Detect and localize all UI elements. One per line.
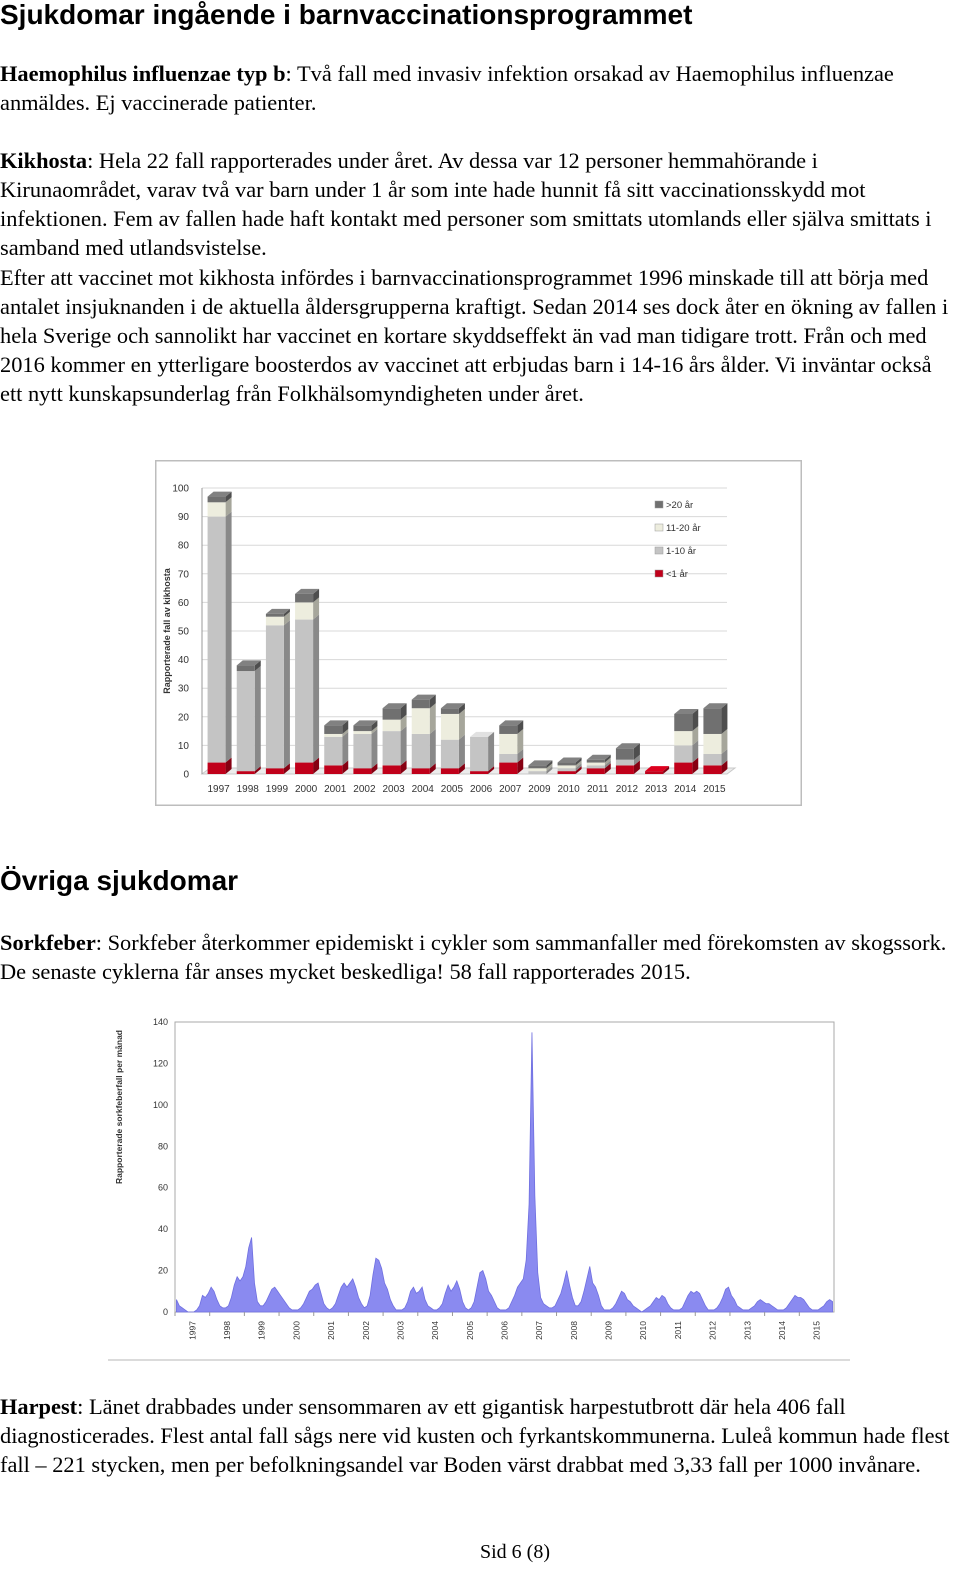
legend-label: 1-10 år xyxy=(666,546,697,557)
bar-segment xyxy=(441,768,459,774)
x-tick-label: 2009 xyxy=(603,1321,614,1340)
bar-segment-side xyxy=(401,726,407,765)
x-tick-label: 2014 xyxy=(674,784,697,795)
bar-segment xyxy=(703,734,721,754)
x-tick-label: 2014 xyxy=(776,1321,787,1340)
bar-segment-side xyxy=(371,729,377,768)
page-number: Sid 6 (8) xyxy=(480,1541,550,1563)
bar-segment xyxy=(324,725,342,734)
bar-segment xyxy=(412,700,430,709)
text-pertussis-1: : Hela 22 fall rapporterades under året. Av dessa var 12 personer hemmahörande i Kirunaområdet, varav två var barn under 1 år som inte hade hunnit få sitt vaccinationsskydd mot infektionen. Fem av fallen hade haft kontakt med personer som smittats utomlands eller själva smittats i samband med utlandsvistelse. xyxy=(0,148,932,260)
x-tick-label: 2004 xyxy=(430,1321,441,1340)
bar-segment-side xyxy=(313,615,319,763)
bar-segment-side xyxy=(721,703,727,734)
bar-segment xyxy=(295,594,313,603)
section-heading-other: Övriga sjukdomar xyxy=(0,865,239,896)
bar-segment xyxy=(558,765,576,768)
bar-segment xyxy=(237,771,255,774)
bar-segment-side xyxy=(430,729,436,768)
x-tick-label: 2010 xyxy=(557,784,580,795)
x-tick-label: 2005 xyxy=(464,1321,475,1340)
pertussis-chart xyxy=(155,460,802,811)
term-harpest: Harpest xyxy=(0,1394,78,1419)
bar-segment xyxy=(295,763,313,774)
bar-segment-side xyxy=(430,703,436,734)
paragraph-pertussis-history: Efter att vaccinet mot kikhosta infördes i barnvaccinationsprogrammet 1996 minskade till att börja med antalet insjuknanden i de aktuella åldersgrupperna kraftigt. Sedan 2014 ses dock åter en ökning av fallen i hela Sverige och sannolikt har vaccinet en kortare skyddseffekt än vad man tidigare trott. Från och med 2016 kommer en ytterligare boosterdos av vaccinet att erbjudas barn i 14-16 års ålder. Vi inväntar också ett nytt kunskapsunderlag från Folkhälsomyndigheten under året. xyxy=(0,265,949,406)
bar-segment xyxy=(208,763,226,774)
bar-segment xyxy=(674,763,692,774)
bar-segment xyxy=(587,765,605,768)
bar-segment-side xyxy=(459,709,465,740)
bar-segment-side xyxy=(459,735,465,769)
paragraph-hib xyxy=(0,59,958,117)
x-tick-label: 2005 xyxy=(440,784,464,795)
x-tick-label: 2000 xyxy=(291,1321,302,1340)
bar-segment xyxy=(353,725,371,731)
x-tick-label: 2008 xyxy=(568,1321,579,1340)
y-axis-label: Rapporterade sorkfeberfall per månad xyxy=(114,1030,124,1184)
bar-segment xyxy=(528,765,546,768)
bar-segment xyxy=(587,760,605,763)
bar-segment xyxy=(266,614,284,617)
bar-segment xyxy=(383,720,401,731)
y-tick-label: 0 xyxy=(162,1307,168,1317)
x-tick-label: 2000 xyxy=(294,784,318,795)
sorkfeber-chart xyxy=(108,1012,850,1367)
bar-segment xyxy=(558,763,576,766)
paragraph-pertussis xyxy=(0,146,958,262)
text-harpest: : Länet drabbades under sensommaren av ett gigantisk harpestutbrott där hela 406 fall diagnosticerades. Flest antal fall sågs nere vid kusten och fyrkantskommunerna. Luleå kommun hade flest fall – 221 stycken, men per befolkningsandel var Boden värst drabbat med 3,33 fall per 1000 invånare. xyxy=(0,1394,950,1477)
x-tick-label: 1999 xyxy=(265,784,289,795)
x-tick-label: 1999 xyxy=(256,1321,267,1340)
bar-segment xyxy=(470,737,488,771)
legend-label: >20 år xyxy=(666,500,694,511)
pertussis-stacked-bar-chart xyxy=(155,460,802,806)
bar-segment-side xyxy=(488,732,494,771)
bar-segment xyxy=(674,745,692,762)
bar-segment xyxy=(353,734,371,768)
x-tick-label: 1998 xyxy=(222,1321,233,1340)
term-pertussis: Kikhosta xyxy=(0,148,88,173)
x-tick-label: 2010 xyxy=(638,1321,649,1340)
x-tick-label: 2007 xyxy=(534,1321,545,1340)
bar-segment xyxy=(266,625,284,768)
paragraph-harpest xyxy=(0,1392,958,1479)
bar-segment xyxy=(266,617,284,626)
bar-segment xyxy=(295,620,313,763)
bar-segment xyxy=(674,731,692,745)
legend-swatch xyxy=(655,524,663,531)
x-tick-label: 1997 xyxy=(187,1321,198,1340)
sorkfeber-area-chart xyxy=(108,1012,850,1362)
bar-segment xyxy=(703,708,721,734)
bar-segment xyxy=(324,765,342,774)
x-tick-label: 1997 xyxy=(207,784,230,795)
y-tick-label: 60 xyxy=(177,597,189,609)
x-tick-label: 1998 xyxy=(236,784,259,795)
bar-segment xyxy=(208,497,226,503)
bar-segment xyxy=(237,665,255,671)
bar-segment xyxy=(383,765,401,774)
x-tick-label: 2011 xyxy=(586,784,609,795)
y-tick-label: 60 xyxy=(157,1182,168,1193)
x-tick-label: 2011 xyxy=(672,1321,683,1340)
y-tick-label: 100 xyxy=(152,1099,168,1110)
text-hib: : Två fall med invasiv infektion orsakad av Haemophilus influenzae anmäldes. Ej vaccinerade patienter. xyxy=(0,61,894,115)
x-tick-label: 2012 xyxy=(707,1321,718,1340)
x-tick-label: 2003 xyxy=(382,784,405,795)
text-sorkfeber: : Sorkfeber återkommer epidemiskt i cykler som sammanfaller med förekomsten av skogssork. De senaste cyklerna får anses mycket beskedliga! 58 fall rapporterades 2015. xyxy=(0,930,947,984)
bar-segment xyxy=(441,708,459,714)
bar-segment xyxy=(499,725,517,734)
y-tick-label: 20 xyxy=(177,712,189,724)
bar-segment xyxy=(703,765,721,774)
bar-segment xyxy=(353,768,371,774)
y-tick-label: 80 xyxy=(177,540,189,552)
y-tick-label: 70 xyxy=(177,569,189,581)
y-tick-label: 140 xyxy=(152,1017,168,1027)
legend-swatch xyxy=(655,501,663,508)
legend-swatch xyxy=(655,570,663,577)
bar-segment xyxy=(645,771,663,774)
x-tick-label: 2003 xyxy=(395,1321,406,1340)
y-tick-label: 30 xyxy=(177,683,189,695)
bar-segment xyxy=(587,763,605,766)
x-tick-label: 2013 xyxy=(644,784,668,795)
bar-segment xyxy=(616,748,634,759)
bar-segment xyxy=(266,768,284,774)
x-tick-label: 2015 xyxy=(703,784,726,795)
bar-segment xyxy=(412,708,430,734)
x-tick-label: 2009 xyxy=(528,784,551,795)
y-axis-label: Rapporterade fall av kikhosta xyxy=(162,568,172,694)
x-tick-label: 2006 xyxy=(499,1321,510,1340)
term-sorkfeber: Sorkfeber xyxy=(0,930,96,955)
bar-segment xyxy=(412,734,430,768)
plot-area xyxy=(175,1022,834,1312)
x-tick-label: 2015 xyxy=(811,1321,822,1340)
y-tick-label: 0 xyxy=(183,769,189,781)
x-tick-label: 2007 xyxy=(499,784,522,795)
bar-segment xyxy=(237,671,255,771)
x-tick-label: 2013 xyxy=(742,1321,753,1340)
y-tick-label: 10 xyxy=(177,740,189,752)
x-tick-label: 2001 xyxy=(324,784,347,795)
legend-swatch xyxy=(655,547,663,554)
term-hib: Haemophilus influenzae typ b xyxy=(0,61,286,86)
x-tick-label: 2002 xyxy=(360,1321,371,1340)
bar-segment xyxy=(499,754,517,763)
bar-segment xyxy=(674,714,692,731)
y-tick-label: 40 xyxy=(177,655,189,667)
bar-segment xyxy=(383,708,401,719)
bar-segment xyxy=(441,740,459,769)
y-tick-label: 20 xyxy=(157,1265,168,1276)
y-tick-label: 40 xyxy=(157,1224,168,1235)
bar-segment xyxy=(499,763,517,774)
section-heading-vaccination: Sjukdomar ingående i barnvaccinationsprogrammet xyxy=(0,0,693,30)
x-tick-label: 2001 xyxy=(326,1321,337,1340)
x-tick-label: 2006 xyxy=(469,784,493,795)
x-tick-label: 2004 xyxy=(411,784,434,795)
bar-segment xyxy=(528,768,546,771)
bar-segment xyxy=(558,768,576,771)
y-tick-label: 120 xyxy=(152,1058,168,1069)
bar-segment xyxy=(558,771,576,774)
y-tick-label: 90 xyxy=(177,512,189,524)
bar-segment xyxy=(470,771,488,774)
y-tick-label: 100 xyxy=(172,483,189,495)
bar-segment xyxy=(324,737,342,766)
paragraph-sorkfeber xyxy=(0,928,958,986)
bar-segment xyxy=(616,760,634,766)
bar-segment xyxy=(499,734,517,754)
bar-segment xyxy=(353,731,371,734)
bar-segment xyxy=(703,754,721,765)
y-tick-label: 50 xyxy=(177,626,189,638)
bar-segment xyxy=(616,765,634,774)
bar-segment xyxy=(295,602,313,619)
legend-label: 11-20 år xyxy=(666,523,701,534)
bar-segment-side xyxy=(255,666,261,771)
bar-segment xyxy=(412,768,430,774)
bar-segment xyxy=(528,771,546,774)
x-tick-label: 2002 xyxy=(353,784,376,795)
bar-segment-side xyxy=(284,620,290,768)
bar-segment-side xyxy=(342,732,348,766)
bar-segment xyxy=(383,731,401,765)
y-tick-label: 80 xyxy=(157,1141,168,1152)
bar-segment xyxy=(324,734,342,737)
bar-segment xyxy=(208,502,226,516)
bar-segment xyxy=(441,714,459,740)
x-tick-label: 2012 xyxy=(615,784,639,795)
legend-label: <1 år xyxy=(666,569,688,580)
bar-segment-side xyxy=(226,512,232,763)
bar-segment xyxy=(587,768,605,774)
bar-segment xyxy=(208,517,226,763)
